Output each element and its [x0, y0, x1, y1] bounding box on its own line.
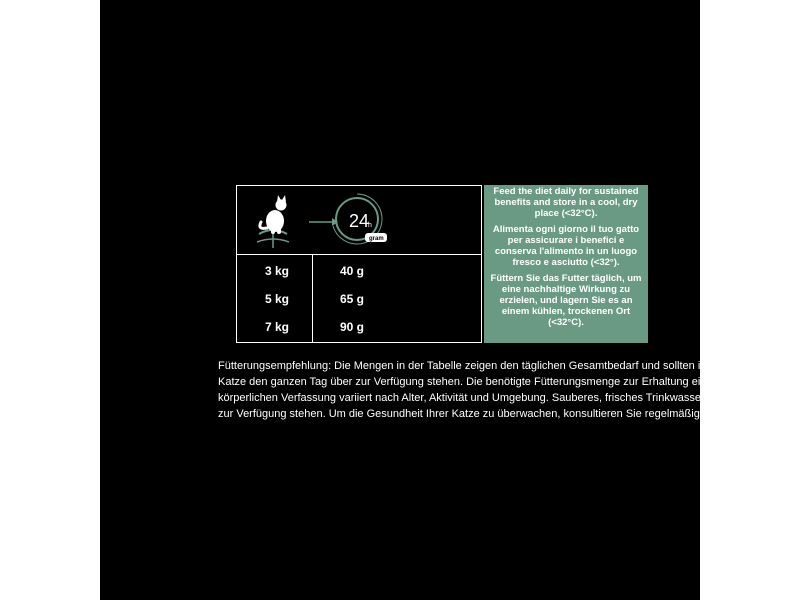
feeding-recommendation-text: Fütterungsempfehlung: Die Mengen in der Tabelle zeigen den täglichen Gesamtbedarf und sollten idealerweise Ihrer Katze den ganzen Tag über zur Verfügung stehen. Die benötigte Fütterungsmenge zur Erhaltung einer idealen körperlichen Verfassung variiert nach Alter, Aktivität und Umgebung. Sauberes, frisches Trinkwasser sollte jederzeit zur Verfügung stehen. Um die Gesundheit Ihrer Katze zu überwachen, konsultieren Sie regelmäßig einen Tierarzt. — [218, 360, 785, 420]
instruction-de: Füttern Sie das Futter täglich, um eine nachhaltige Wirkung zu erzielen, und lagern Sie es an einem kühlen, trockenen Ort (<32°C). — [490, 273, 642, 328]
feeding-illustration — [236, 185, 482, 255]
cat-silhouette-icon — [260, 195, 287, 234]
dial-gram-tag: gram — [369, 236, 384, 242]
weight-cell: 7 kg — [265, 320, 290, 334]
feeding-guide-table — [236, 185, 648, 343]
clock-dial-icon — [333, 194, 387, 244]
instruction-it: Alimenta ogni giorno il tuo gatto per assicurare i benefici e conserva l'alimento in un luogo fresco e asciutto (<32°). — [492, 224, 640, 268]
table-row — [237, 257, 481, 285]
table-row — [237, 313, 481, 341]
grams-cell: 65 g — [340, 292, 365, 306]
instruction-en: Feed the diet daily for sustained benefits and store in a cool, dry place (<32°C). — [493, 186, 639, 219]
storage-instructions — [484, 185, 648, 343]
grams-cell: 40 g — [340, 264, 365, 278]
black-panel — [100, 0, 785, 600]
dial-unit: h — [368, 222, 372, 229]
weight-grams-table — [236, 255, 482, 343]
weight-cell: 5 kg — [265, 292, 290, 306]
cat-feeding-icon — [237, 186, 483, 256]
table-row — [237, 285, 481, 313]
grams-cell: 90 g — [340, 320, 365, 334]
weight-cell: 3 kg — [265, 264, 290, 278]
dial-number: 24 — [349, 211, 370, 231]
